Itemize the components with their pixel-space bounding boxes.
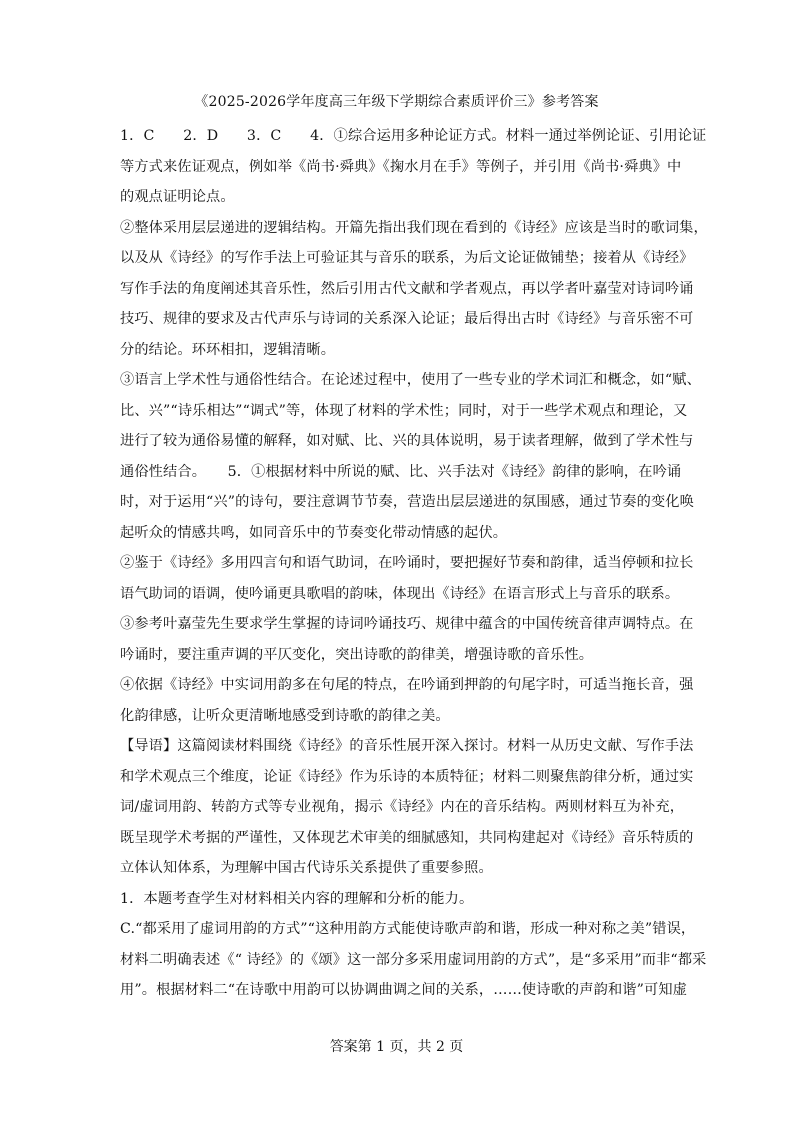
answer-body (120, 121, 708, 1006)
text-line: 化韵律感，让听众更清晰地感受到诗歌的韵律之美。 (120, 707, 450, 724)
text-line: 立体认知体系，为理解中国古代诗乐关系提供了重要参照。 (120, 860, 493, 876)
text-line: ③参考叶嘉莹先生要求学生掌握的诗词吟诵技巧、规律中蕴含的中国传统音律声调特点。在 (120, 616, 694, 632)
text-line: 1．C 2．D 3．C 4．①综合运用多种论证方式。材料一通过举例论证、引用论证 (120, 128, 707, 144)
text-line: 词/虚词用韵、转韵方式等专业视角，揭示《诗经》内在的音乐结构。两则材料互为补充， (120, 799, 685, 815)
text-line: 进行了较为通俗易懂的解释，如对赋、比、兴的具体说明，易于读者理解，做到了学术性与 (120, 433, 694, 449)
text-line: C.“都采用了虚词用韵的方式”“这种用韵方式能使诗歌声韵和谐，形成一种对称之美”错误， (120, 921, 696, 937)
text-line: 技巧、规律的要求及古代声乐与诗词的关系深入论证；最后得出古时《诗经》与音乐密不可 (120, 311, 694, 327)
text-line: 材料二明确表述《“ 诗经》的《颂》这一部分多采用虚词用韵的方式”，是“多采用”而非“都采 (120, 951, 707, 968)
text-line: ③语言上学术性与通俗性结合。在论述过程中，使用了一些专业的学术词汇和概念，如“赋、 (120, 372, 701, 388)
text-line: 等方式来佐证观点，例如举《尚书·舜典》《掬水月在手》等例子，并引用《尚书·舜典》中 (120, 158, 682, 175)
text-line: 分的结论。环环相扣，逻辑清晰。 (120, 341, 336, 358)
text-line: ②整体采用层层递进的逻辑结构。开篇先指出我们现在看到的《诗经》应该是当时的歌词集， (120, 219, 708, 236)
text-line: 的观点证明论点。 (120, 189, 235, 205)
text-line: 用”。根据材料二“在诗歌中用韵可以协调曲调之间的关系，……使诗歌的声韵和谐”可知虚 (120, 982, 688, 998)
text-line: 写作手法的角度阐述其音乐性，然后引用古代文献和学者观点，再以学者叶嘉莹对诗词吟诵 (120, 280, 694, 297)
text-line: 起听众的情感共鸣，如同音乐中的节奏变化带动情感的起伏。 (120, 524, 508, 541)
text-line: 以及从《诗经》的写作手法上可验证其与音乐的联系，为后文论证做铺垫；接着从《诗经》 (120, 250, 694, 266)
text-line: 吟诵时，要注重声调的平仄变化，突出诗歌的韵律美，增强诗歌的音乐性。 (120, 646, 594, 663)
page-footer: 答案第 1 页，共 2 页 (329, 1039, 464, 1055)
text-line: 时，对于运用“兴”的诗句，要注意调节节奏，营造出层层递进的氛围感，通过节奏的变化唤 (120, 494, 694, 510)
text-line: 【导语】这篇阅读材料围绕《诗经》的音乐性展开深入探讨。材料一从历史文献、写作手法 (120, 738, 694, 754)
text-line: 1．本题考查学生对材料相关内容的理解和分析的能力。 (120, 890, 474, 907)
text-line: ④依据《诗经》中实词用韵多在句尾的特点，在吟诵到押韵的句尾字时，可适当拖长音，强 (120, 677, 694, 693)
text-line: 语气助词的语调，使吟诵更具歌唱的韵味，体现出《诗经》在语言形式上与音乐的联系。 (120, 585, 680, 602)
text-line: 通俗性结合。 5．①根据材料中所说的赋、比、兴手法对《诗经》韵律的影响，在吟诵 (120, 463, 682, 480)
text-line: 比、兴”“诗乐相达”“调式”等，体现了材料的学术性；同时，对于一些学术观点和理论，又 (120, 402, 688, 419)
text-line: 和学术观点三个维度，论证《诗经》作为乐诗的本质特征；材料二则聚焦韵律分析，通过实 (120, 768, 694, 785)
text-line: ②鉴于《诗经》多用四言句和语气助词，在吟诵时，要把握好节奏和韵律，适当停顿和拉长 (120, 555, 694, 571)
document-title: 《2025-2026学年度高三年级下学期综合素质评价三》参考答案 (194, 94, 599, 110)
text-line: 既呈现学术考据的严谨性，又体现艺术审美的细腻感知，共同构建起对《诗经》音乐特质的 (120, 829, 694, 846)
